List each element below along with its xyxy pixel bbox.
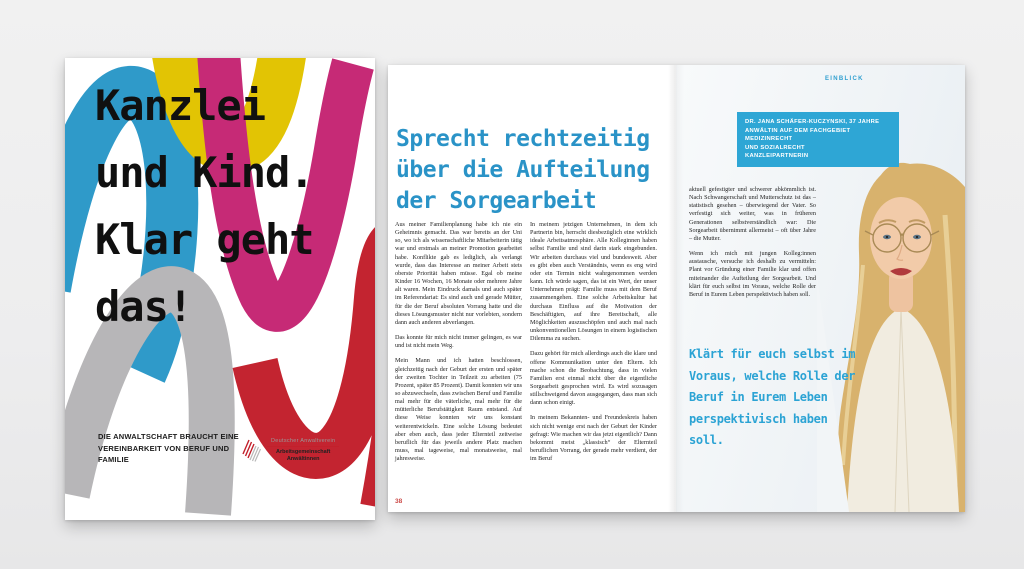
article-paragraph: Mein Mann und ich hatten beschlossen, gleichzeitig nach der Geburt der ersten und später der zweiten Tochter in Teilzeit zu arbeiten (75 Prozent, später 85 Prozent). Damit konnten wir uns so abzuwechseln, dass zwischen Beruf und Familie mal mehr für die väterliche, mal mehr für die mütterliche Berufstätigkeit Raum entstand. Auf diese Weise konnten wir uns konstant weiterentwickeln. Eine solche Lösung bedeutet aber eben auch, dass jeder Elternteil zeitweise beruflich für das jeweils andere Platz machen muss, mal tageweise, mal monatsweise, mal jahresweise.: [395, 357, 522, 463]
logo-org-name: Deutscher Anwaltverein: [267, 438, 339, 447]
profile-paragraph: aktuell gefestigter und schwerer abkömmlich ist. Nach Schwangerschaft und Mutterschutz ist das – statistisch gesehen – überwiegend der Vater. So verfestigt sich weiter, was in früheren Generationen selbstverständlich war: Die Sorgearbeit übernimmt allermeist – oft über Jahre – die Mutter.: [689, 186, 816, 242]
section-label: EINBLICK: [825, 76, 864, 82]
cover-title-line: und Kind.: [95, 148, 314, 197]
article-page: [388, 65, 676, 512]
profile-specialty: ANWÄLTIN AUF DEM FACHGEBIET MEDIZINRECHT: [745, 127, 851, 143]
article-column-2: [530, 221, 657, 470]
cover-title: [95, 72, 314, 340]
profile-page: [676, 65, 965, 512]
profile-name-age: DR. JANA SCHÄFER-KUCZYNSKI, 37 JAHRE: [745, 119, 880, 125]
article-paragraph: In meinem jetzigen Unternehmen, in dem ich Partnerin bin, herrscht diesbezüglich eine wirklich ideale Arbeitsatmosphäre. Alle Kolleginnen haben selbst Familie und sind darin stark eingebunden. Wir arbeiten durchaus viel und bundesweit. Aber es gibt eben auch Verständnis, wenn es eng wird oder ein Termin nicht wahrgenommen werden kann. Ich würde sagen, das ist ein Wert, der unser Unternehmen prägt: Familie muss mit dem Beruf zusammengehen. Eine solche Arbeitskultur hat durchaus Einfluss auf die Motivation der Beschäftigten, auf ihre Bereitschaft, alle Möglichkeiten auszuschöpfen und auch mal nach unkonventionellen Lösungen in einem logistischen Dilemma zu suchen.: [530, 221, 657, 343]
article-column-1: [395, 221, 522, 470]
logo-group-name: Arbeitsgemeinschaft Anwältinnen: [275, 448, 331, 462]
magazine-spread: [388, 65, 965, 512]
dav-logo: [241, 438, 339, 463]
cover-title-line: Kanzlei: [95, 81, 266, 130]
profile-paragraph: Wenn ich mich mit jungen Kolleg:innen austausche, versuche ich deshalb zu vermitteln: Plant vor Gründung einer Familie klar und offen miteinander die Aufteilung der Sorgearbeit. Und klärt für euch selbst im Voraus, welche Rolle der Beruf in Eurem Leben perspektivisch haben soll.: [689, 250, 816, 298]
article-paragraph: In meinem Bekannten- und Freundeskreis haben sich nicht wenige erst nach der Geburt der Kinder gefragt: Wie machen wir das jetzt eigentlich? Dann bekommt meist „klassisch“ der Elternteil beruflichen Vorrang, der gerade mehr verdient, der im Beruf: [530, 414, 657, 463]
cover-title-line: das!: [95, 282, 193, 331]
brochure-cover: [65, 58, 375, 520]
profile-info-box: [737, 112, 899, 167]
article-paragraph: Dazu gehört für mich allerdings auch die klare und offene Kommunikation unter den Eltern. Ich mache schon die Beobachtung, dass in vielen Familien erst einmal nicht über die eigentliche Sorgearbeit gesprochen wird. Es wird sozusagen stillschweigend davon ausgegangen, dass man sich dann schon einigt.: [530, 350, 657, 407]
cover-title-line: Klar geht: [95, 215, 314, 264]
article-columns: [395, 221, 658, 470]
article-paragraph: Aus meiner Familienplanung habe ich nie ein Geheimnis gemacht. Das war bereits an der Uni so, wo ich als wissenschaftliche Mitarbeiterin tätig war und erstmals an meiner Promotion gearbeitet habe. Konflikte gab es lediglich, als verlangt wurde, dass das Interesse an meiner Arbeit stets oberste Priorität haben müsse. Egal ob meine Kinder 16 Wochen, 16 Monate oder mehrere Jahre alt waren. Mein Eindruck damals und auch später im Referendariat: Es sind auch und gerade Mütter, für die der Beruf absoluten Vorrang hatte und die dieses Lösungsmuster nicht nur vorlebten, sondern dann auch anderen abverlangen.: [395, 221, 522, 326]
page-number-left: 38: [395, 498, 403, 505]
article-headline: Sprecht rechtzeitig über die Aufteilung der Sorgearbeit: [396, 126, 650, 214]
pull-quote: Klärt für euch selbst im Voraus, welche Rolle der Beruf in Eurem Leben perspektivisch haben soll.: [689, 347, 856, 447]
profile-body-column: [689, 186, 816, 306]
article-paragraph: Das konnte für mich nicht immer gelingen, es war und ist nicht mein Weg.: [395, 334, 522, 350]
dav-logo-icon: [241, 438, 261, 462]
profile-role: KANZLEIPARTNERIN: [745, 153, 809, 160]
cover-caption: DIE ANWALTSCHAFT BRAUCHT EINE VEREINBARKEIT VON BERUF UND FAMILIE: [98, 432, 239, 464]
profile-specialty-2: UND SOZIALRECHT: [745, 144, 805, 151]
